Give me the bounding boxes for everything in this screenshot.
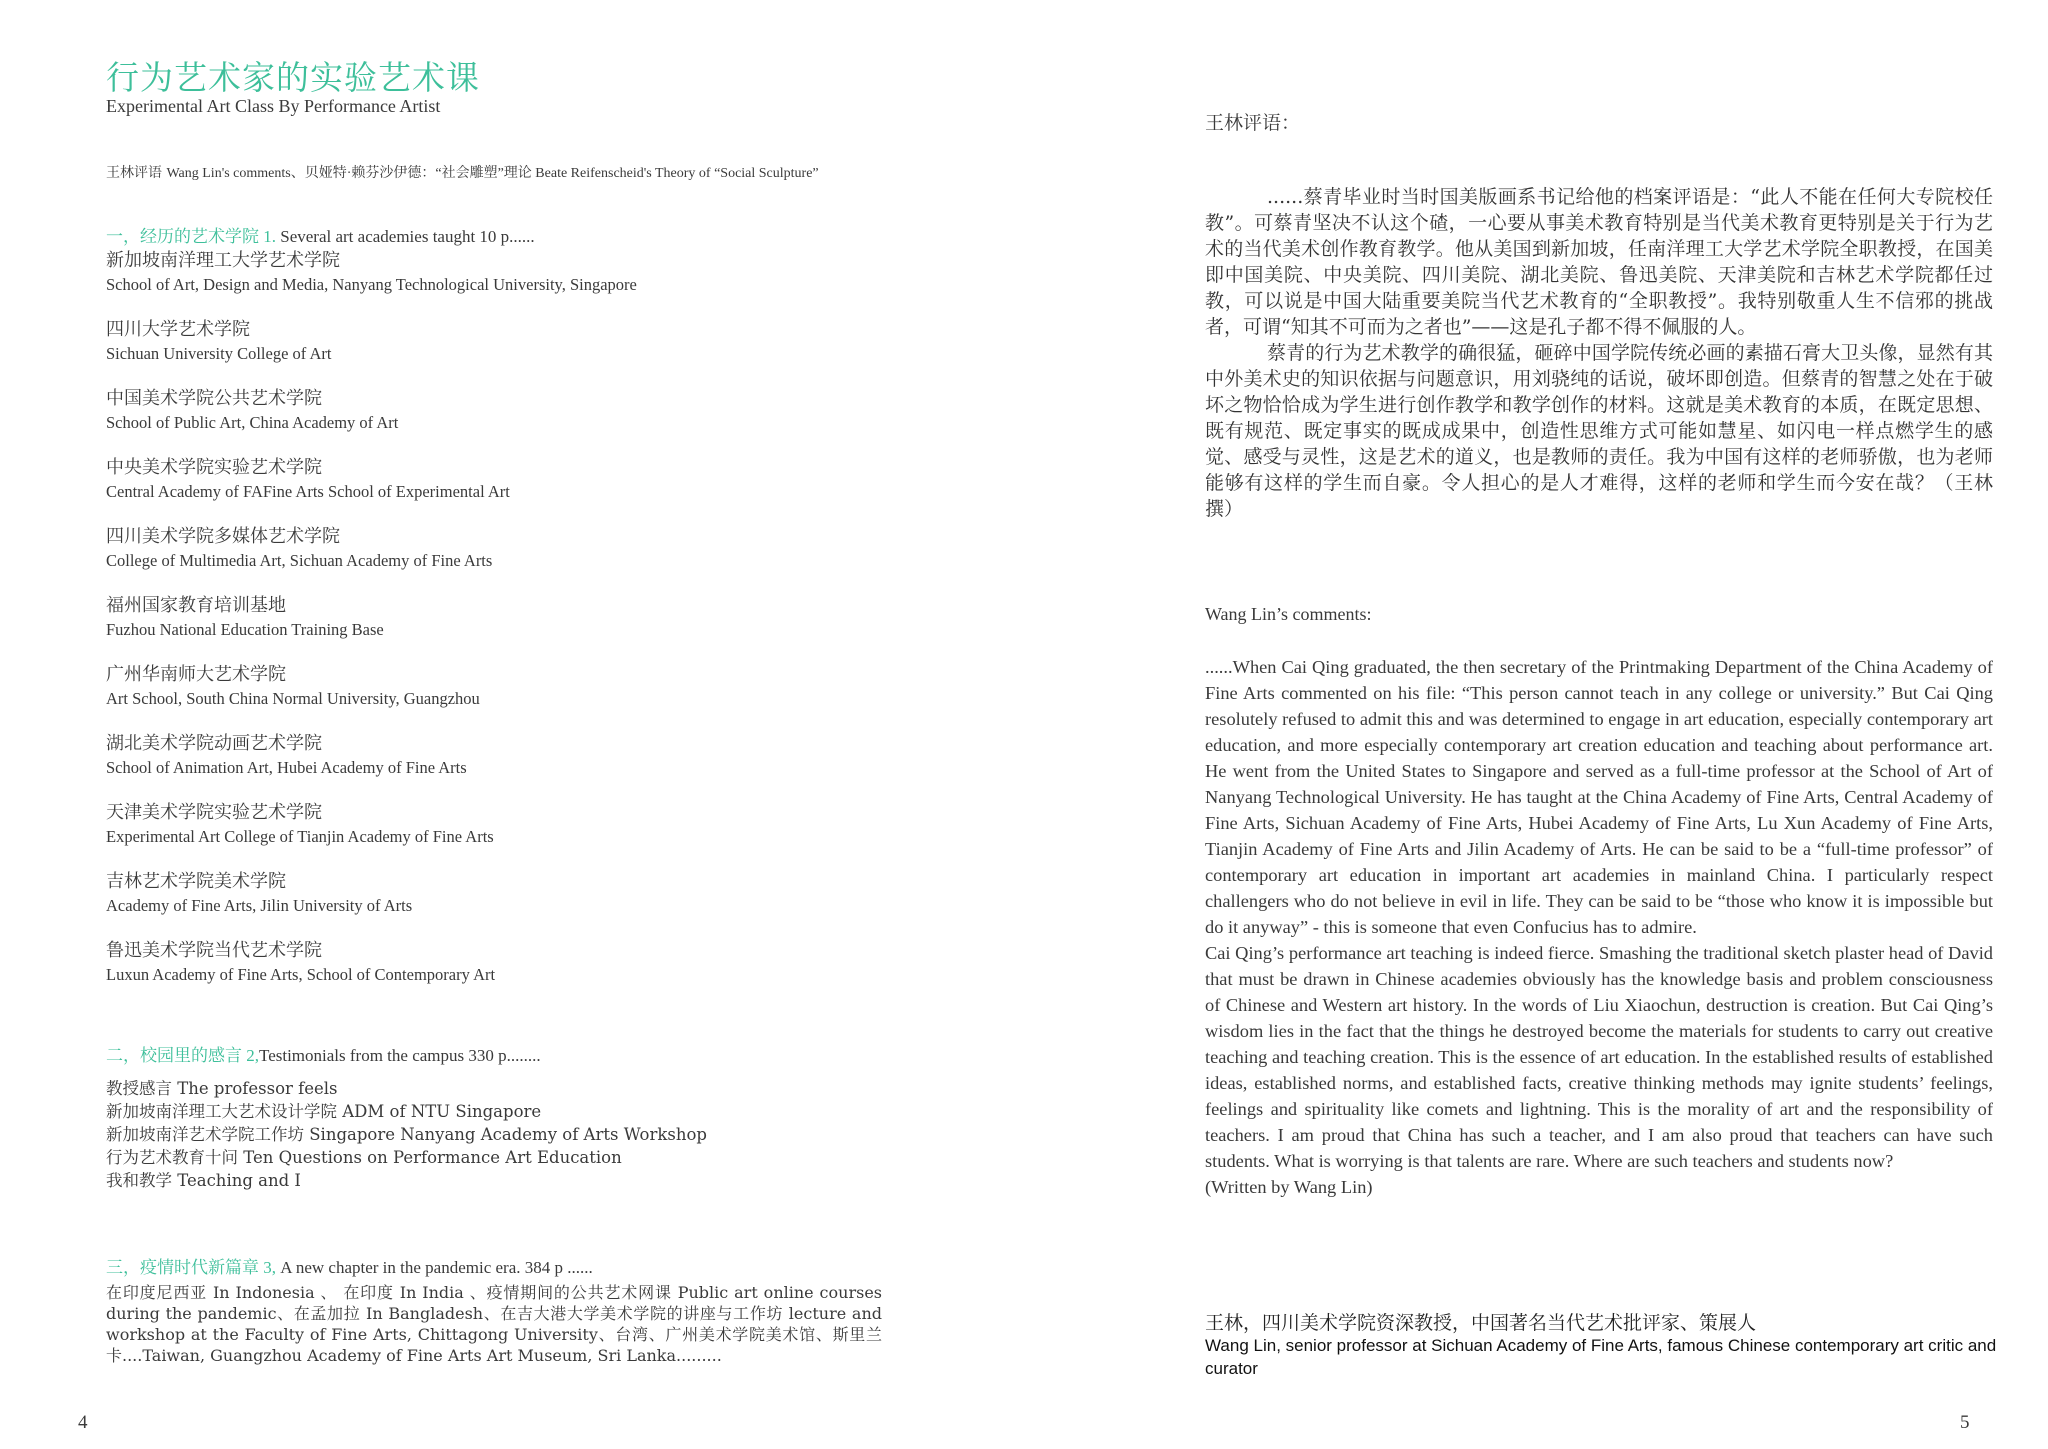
academy-en: School of Art, Design and Media, Nanyang Technological University, Singapore (106, 275, 637, 294)
academy-en: College of Multimedia Art, Sichuan Academy of Fine Arts (106, 551, 493, 570)
comments-body-cn (1205, 184, 1993, 522)
author-signature-en: Wang Lin, senior professor at Sichuan Academy of Fine Arts, famous Chinese contemporary art critic and curator (1205, 1336, 1997, 1378)
academy-cn: 吉林艺术学院美术学院 (106, 871, 286, 892)
page-title-en: Experimental Art Class By Performance Artist (106, 96, 441, 116)
academy-en: School of Animation Art, Hubei Academy of Fine Arts (106, 758, 467, 777)
page-number-left: 4 (78, 1412, 88, 1433)
en-paragraph: (Written by Wang Lin) (1205, 1177, 1373, 1197)
en-paragraph: ......When Cai Qing graduated, the then secretary of the Printmaking Department of the China Academy of Fine Arts commented on his file: “This person cannot teach in any college or university.” But Cai Qing resolutely refused to admit this and was determined to engage in art education, especially contemporary art education, and more especially contemporary art creation education and teaching about performance art. He went from the United States to Singapore and served as a full-time professor at the School of Art of Nanyang Technological University. He has taught at the China Academy of Fine Arts, Central Academy of Fine Arts, Sichuan Academy of Fine Arts, Hubei Academy of Fine Arts, Lu Xun Academy of Fine Arts, Tianjin Academy of Fine Arts and Jilin Academy of Arts. He can be said to be a “full-time professor” of contemporary art education in important art academies in mainland China. I particularly respect challengers who do not believe in evil in life. They can be said to be “those who know it is impossible but do it anyway” - this is someone that even Confucius has to admire. (1205, 657, 1993, 937)
academy-cn: 四川美术学院多媒体艺术学院 (106, 526, 340, 547)
academy-en: Luxun Academy of Fine Arts, School of Contemporary Art (106, 965, 496, 984)
academy-cn: 中央美术学院实验艺术学院 (106, 457, 322, 478)
page-number-right: 5 (1960, 1412, 1970, 1433)
cn-paragraph: ......蔡青毕业时当时国美版画系书记给他的档案评语是：“此人不能在任何大专院校任教”。可蔡青坚决不认这个碴，一心要从事美术教育特别是当代美术教育更特别是关于行为艺术的当代美术创作教育教学。他从美国到新加坡，任南洋理工大学艺术学院全职教授，在国美即中国美院、中央美院、四川美院、湖北美院、鲁迅美院、天津美院和吉林艺术学院都任过教，可以说是中国大陆重要美院当代艺术教育的“全职教授”。我特别敬重人生不信邪的挑战者，可谓“知其不可而为之者也”——这是孔子都不得不佩服的人。 (1205, 186, 1993, 338)
section-3-paragraph: 在印度尼西亚 In Indonesia 、 在印度 In India 、疫情期间的公共艺术网课 Public art online courses during the pandemic、在孟加拉 In Bangladesh、在吉大港大学美术学院的讲座与工作坊 lecture and workshop at the Faculty of Fine Arts, Chittagong University、台湾、广州美术学院美术馆、斯里兰卡....Taiwan, Guangzhou Academy of Fine Arts Art Museum, Sri Lanka......... (106, 1283, 882, 1365)
academy-en: Fuzhou National Education Training Base (106, 620, 384, 639)
academy-cn: 福州国家教育培训基地 (106, 595, 286, 616)
list-item: 我和教学 Teaching and I (106, 1171, 301, 1190)
academy-cn: 广州华南师大艺术学院 (106, 664, 286, 685)
academy-cn: 新加坡南洋理工大学艺术学院 (106, 250, 340, 271)
list-item: 行为艺术教育十问 Ten Questions on Performance Art Education (106, 1148, 622, 1167)
list-item: 新加坡南洋艺术学院工作坊 Singapore Nanyang Academy of Arts Workshop (106, 1125, 707, 1144)
academy-en: Art School, South China Normal University, Guangzhou (106, 689, 480, 708)
en-paragraph: Cai Qing’s performance art teaching is indeed fierce. Smashing the traditional sketch plaster head of David that must be drawn in Chinese academies obviously has the knowledge basis and problem consciousness of Chinese and Western art history. In the words of Liu Xiaochun, destruction is creation. But Cai Qing’s wisdom lies in the fact that the things he destroyed become the materials for students to carry out creative teaching and teaching creation. This is the essence of art education. In the established results of established ideas, established norms, and established facts, creative thinking methods may ignite students’ feelings, feelings and spirituality like comets and lightning. This is the morality of art and the responsibility of teachers. I am proud that China has such a teacher, and I am also proud that teachers can have such students. What is worrying is that talents are rare. Where are such teachers and students now? (1205, 943, 1993, 1171)
subtitle-en: Wang Lin's comments、贝娅特·赖芬沙伊德：“社会雕塑”理论 Beate Reifenscheid's Theory of “Social Sculpture” (166, 166, 819, 181)
comments-body-en (1205, 654, 1993, 1200)
cn-paragraph: 蔡青的行为艺术教学的确很猛，砸碎中国学院传统必画的素描石膏大卫头像，显然有其中外美术史的知识依据与问题意识，用刘骁纯的话说，破坏即创造。但蔡青的智慧之处在于破坏之物恰恰成为学生进行创作教学和教学创作的材料。这就是美术教育的本质，在既定思想、既有规范、既定事实的既成成果中，创造性思维方式可能如慧星、如闪电一样点燃学生的感觉、感受与灵性，这是艺术的道义，也是教师的责任。我为中国有这样的老师骄傲，也为老师能够有这样的学生而自豪。令人担心的是人才难得，这样的老师和学生而今安在哉？（王林撰） (1205, 342, 1993, 520)
comments-label-en: Wang Lin’s comments: (1205, 604, 1372, 624)
academy-cn: 天津美术学院实验艺术学院 (106, 802, 322, 823)
academy-cn: 鲁迅美术学院当代艺术学院 (106, 940, 322, 961)
author-signature-cn: 王林，四川美术学院资深教授，中国著名当代艺术批评家、策展人 (1205, 1312, 1757, 1334)
academy-en: Academy of Fine Arts, Jilin University of Arts (106, 896, 413, 915)
subtitle-cn: 王林评语 (106, 165, 167, 181)
section-2-num: 2, (242, 1046, 259, 1065)
academy-cn: 四川大学艺术学院 (106, 319, 250, 340)
section-1-cn: 一，经历的艺术学院 (106, 227, 259, 247)
academy-en: School of Public Art, China Academy of Art (106, 413, 399, 432)
section-3-cn: 三，疫情时代新篇章 (106, 1258, 259, 1278)
section-3-text: A new chapter in the pandemic era. 384 p ...... (276, 1258, 593, 1277)
section-2-cn: 二，校园里的感言 (106, 1046, 242, 1066)
academy-en: Experimental Art College of Tianjin Academy of Fine Arts (106, 827, 494, 846)
section-1-text: Several art academies taught 10 p...... (276, 227, 535, 246)
academy-cn: 中国美术学院公共艺术学院 (106, 388, 322, 409)
list-item: 教授感言 The professor feels (106, 1079, 338, 1098)
comments-label-cn: 王林评语： (1205, 112, 1301, 134)
page-title-cn: 行为艺术家的实验艺术课 (106, 58, 480, 97)
section-2-text: Testimonials from the campus 330 p........ (259, 1046, 541, 1065)
academy-cn: 湖北美术学院动画艺术学院 (106, 733, 322, 754)
section-3-num: 3, (259, 1258, 276, 1277)
section-1-num: 1. (259, 227, 276, 246)
academy-en: Sichuan University College of Art (106, 344, 332, 363)
list-item: 新加坡南洋理工大艺术设计学院 ADM of NTU Singapore (106, 1102, 542, 1121)
academy-en: Central Academy of FAFine Arts School of Experimental Art (106, 482, 510, 501)
